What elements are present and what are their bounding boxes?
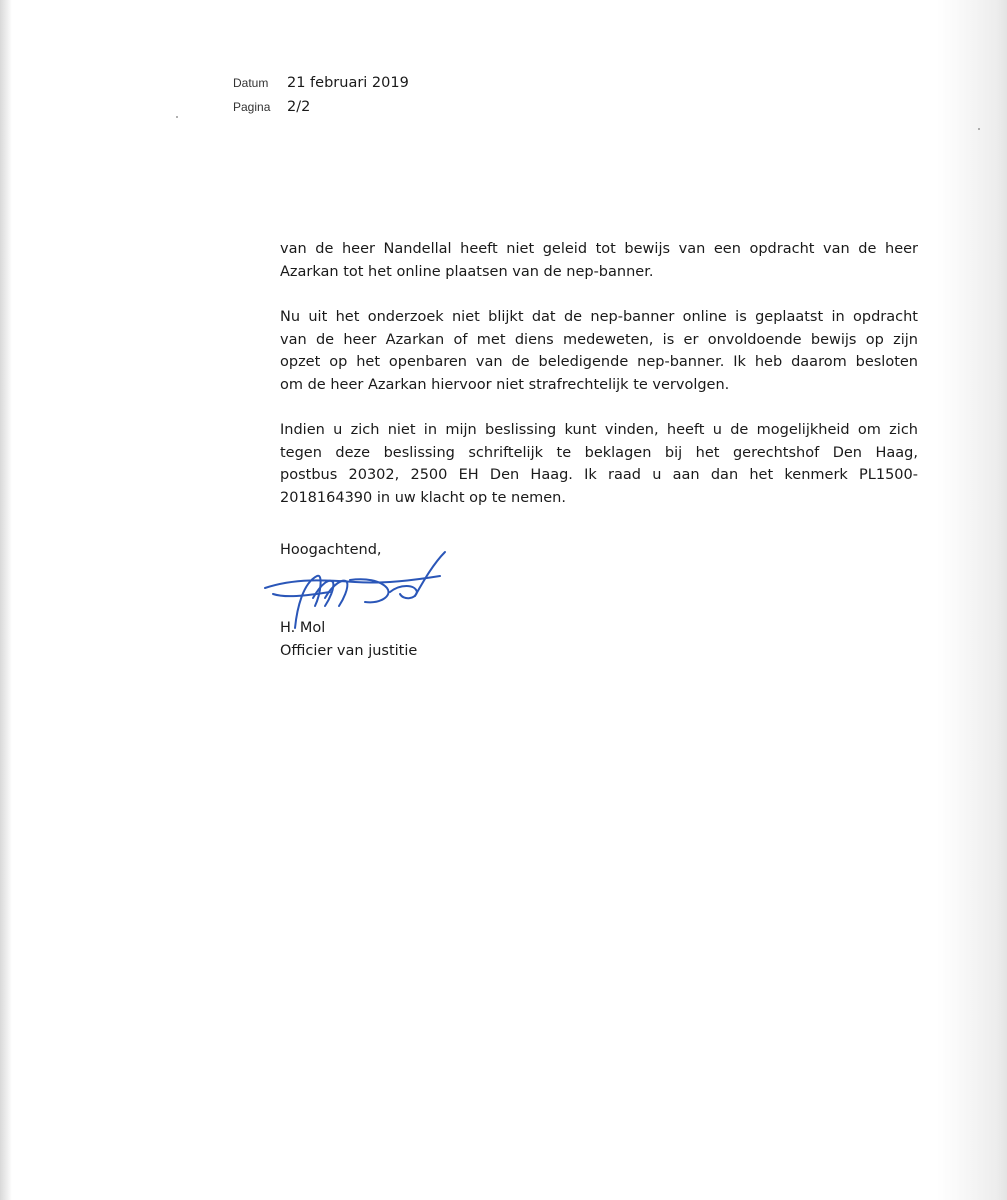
page-label: Pagina <box>233 100 271 114</box>
paragraph-2 <box>280 306 918 396</box>
letter-metadata <box>233 75 409 123</box>
text-line: om de heer Azarkan hiervoor niet strafrechtelijk te vervolgen. <box>280 376 730 393</box>
date-row <box>233 75 409 99</box>
date-value: 21 februari 2019 <box>287 75 409 91</box>
page-row <box>233 99 409 123</box>
page-right-edge-shadow <box>937 0 1007 1200</box>
text-line: Azarkan tot het online plaatsen van de nep-banner. <box>280 263 654 280</box>
scan-speck <box>978 128 980 130</box>
text-line: Nu uit het onderzoek niet blijkt dat de nep-banner online is geplaatst in opdracht <box>280 309 918 325</box>
closing-salutation: Hoogachtend, <box>280 542 382 558</box>
paragraph-1 <box>280 238 918 283</box>
text-line: tegen deze beslissing schriftelijk te beklagen bij het gerechtshof Den Haag, <box>280 444 918 461</box>
page-left-edge-shadow <box>0 0 12 1200</box>
letter-body <box>280 238 918 532</box>
text-line: postbus 20302, 2500 EH Den Haag. Ik raad u aan dan het kenmerk PL1500- <box>280 467 918 483</box>
text-line: 2018164390 in uw klacht op te nemen. <box>280 489 566 506</box>
page-number: 2/2 <box>287 99 311 115</box>
scan-speck <box>176 116 178 118</box>
paragraph-3 <box>280 419 918 509</box>
text-line: van de heer Azarkan of met diens medeweten, is er onvoldoende bewijs op zijn <box>280 331 918 348</box>
text-line: opzet op het openbaren van de beledigende nep-banner. Ik heb daarom besloten <box>280 354 918 370</box>
signatory-block <box>280 617 417 662</box>
text-line: van de heer Nandellal heeft niet geleid tot bewijs van een opdracht van de heer <box>280 241 918 257</box>
date-label: Datum <box>233 76 269 90</box>
signatory-title: Officier van justitie <box>280 642 418 659</box>
signatory-name: H. Mol <box>280 620 326 636</box>
text-line: Indien u zich niet in mijn beslissing kunt vinden, heeft u de mogelijkheid om zich <box>280 422 918 438</box>
